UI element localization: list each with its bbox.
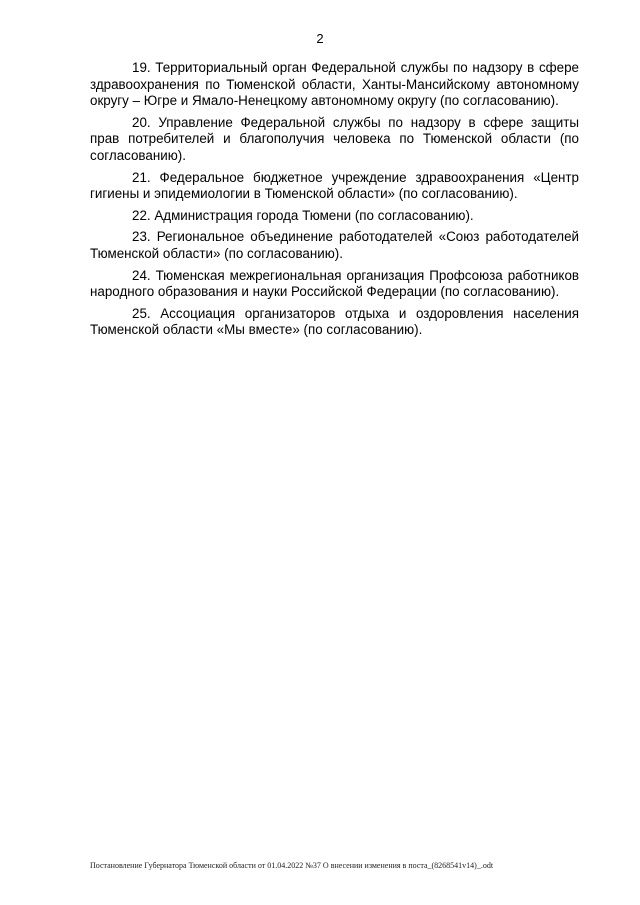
page-number: 2	[316, 31, 324, 46]
list-item-21: 21. Федеральное бюджетное учреждение здравоохранения «Центр гигиены и эпидемиологии в Тюменской области» (по согласованию).	[90, 169, 579, 202]
list-item-23: 23. Региональное объединение работодателей «Союз работодателей Тюменской области» (по согласованию).	[90, 229, 579, 261]
list-item-20: 20. Управление Федеральной службы по надзору в сфере защиты прав потребителей и благополучия человека по Тюменской области (по согласованию).	[90, 114, 579, 163]
list-item-24: 24. Тюменская межрегиональная организация Профсоюза работников народного образования и науки Российской Федерации (по согласованию).	[90, 267, 579, 300]
document-footer: Постановление Губернатора Тюменской области от 01.04.2022 №37 О внесении изменения в поста_(8268541v14)_.odt	[90, 861, 494, 870]
list-item-22: 22. Администрация города Тюмени (по согласованию).	[132, 207, 474, 223]
list-item-19: 19. Территориальный орган Федеральной службы по надзору в сфере здравоохранения по Тюменской области, Ханты-Мансийскому автономному округу – Югре и Ямало-Ненецкому автономному округу (по согласованию).	[90, 60, 579, 109]
document-body	[90, 60, 579, 344]
list-item-25: 25. Ассоциация организаторов отдыха и оздоровления населения Тюменской области «Мы вместе» (по согласованию).	[90, 305, 579, 338]
